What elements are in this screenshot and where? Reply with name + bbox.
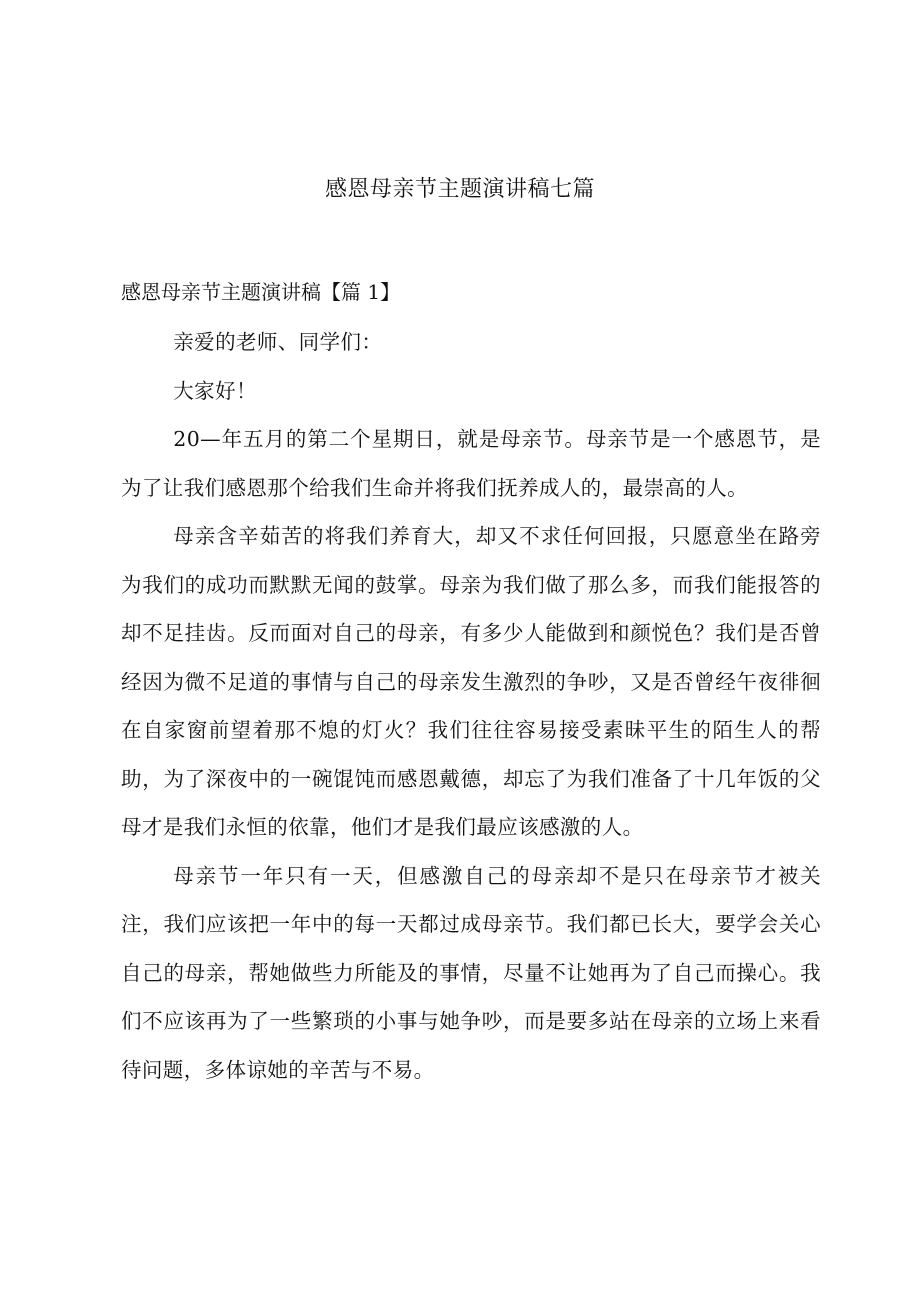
salutation-paragraph: 亲爱的老师、同学们： <box>173 330 383 354</box>
body-paragraph: 20—年五月的第二个星期日，就是母亲节。母亲节是一个感恩节，是为了让我们感恩那个给我们生命并将我们抚养成人的，最崇高的人。 <box>121 427 821 500</box>
document-body <box>121 318 821 1094</box>
section-heading: 感恩母亲节主题演讲稿【篇 1】 <box>121 280 401 304</box>
greeting-paragraph: 大家好！ <box>173 378 257 403</box>
body-paragraph: 母亲含辛茹苦的将我们养育大，却又不求任何回报，只愿意坐在路旁为我们的成功而默默无闻的鼓掌。母亲为我们做了那么多，而我们能报答的却不足挂齿。反而面对自己的母亲，有多少人能做到和颜悦色？我们是否曾经因为微不足道的事情与自己的母亲发生激烈的争吵，又是否曾经午夜徘徊在自家窗前望着那不熄的灯火？我们往往容易接受素昧平生的陌生人的帮助，为了深夜中的一碗馄饨而感恩戴德，却忘了为我们准备了十几年饭的父母才是我们永恒的依靠，他们才是我们最应该感激的人。 <box>121 524 821 839</box>
document-title: 感恩母亲节主题演讲稿七篇 <box>324 177 595 202</box>
body-paragraph: 母亲节一年只有一天，但感激自己的母亲却不是只在母亲节才被关注，我们应该把一年中的每一天都过成母亲节。我们都已长大，要学会关心自己的母亲，帮她做些力所能及的事情，尽量不让她再为了自己而操心。我们不应该再为了一些繁琐的小事与她争吵，而是要多站在母亲的立场上来看待问题，多体谅她的辛苦与不易。 <box>121 863 821 1082</box>
